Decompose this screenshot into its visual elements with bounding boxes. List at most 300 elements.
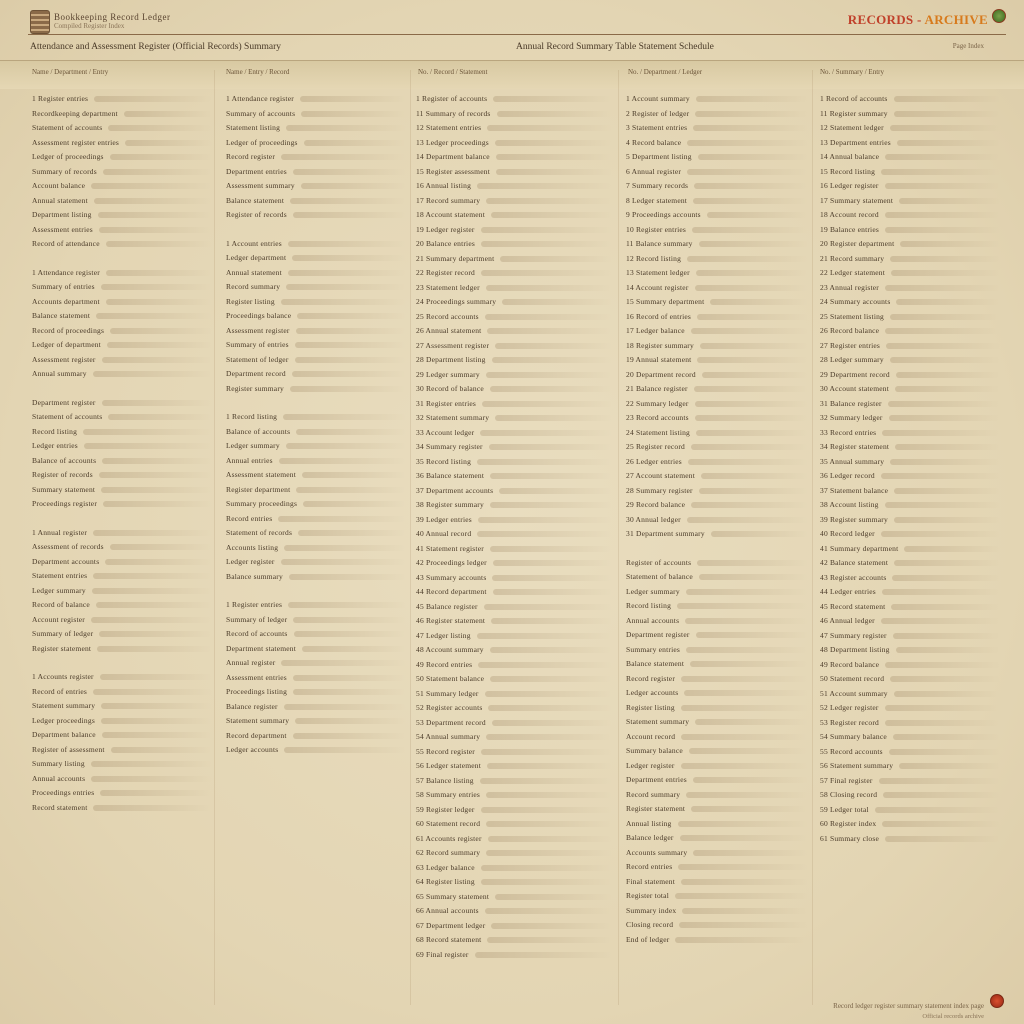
entry-text: Balance statement (226, 195, 285, 205)
entry-text: 24 Proceedings summary (416, 297, 497, 306)
entry-text: 28 Summary register (626, 485, 693, 495)
list-item (416, 759, 612, 774)
entry-text: 47 Ledger listing (416, 630, 471, 640)
list-item (226, 425, 406, 440)
list-item (32, 266, 212, 281)
entry-text: Department entries (226, 166, 287, 176)
list-item (32, 772, 212, 787)
entry-text: Statement of balance (626, 572, 693, 581)
group-spacer (226, 223, 406, 237)
entry-shading (892, 575, 1000, 581)
entry-shading (695, 111, 808, 117)
entry-text: Assessment entries (32, 224, 93, 234)
list-item (226, 526, 406, 541)
list-item (820, 469, 1000, 484)
entry-text: 43 Summary accounts (416, 572, 487, 582)
entry-shading (93, 689, 212, 695)
list-item (32, 223, 212, 238)
entry-text: 30 Account statement (820, 384, 889, 393)
list-item (416, 208, 612, 223)
list-item (820, 324, 1000, 339)
entry-shading (693, 125, 808, 131)
entry-text: 4 Record balance (626, 137, 682, 147)
list-item (626, 310, 808, 325)
list-item (626, 875, 808, 890)
entry-text: 13 Department entries (820, 137, 891, 147)
entry-shading (890, 256, 1000, 262)
list-item (226, 685, 406, 700)
list-item (32, 410, 212, 425)
header-right-label: Page Index (952, 42, 984, 50)
entry-text: 51 Summary ledger (416, 688, 479, 698)
entry-text: 14 Account register (626, 282, 689, 292)
list-item (226, 555, 406, 570)
list-item (226, 454, 406, 469)
entry-text: Balance register (226, 701, 278, 711)
entry-shading (284, 545, 406, 551)
entry-text: 5 Department listing (626, 152, 692, 161)
entry-text: 47 Summary register (820, 630, 887, 640)
entry-text: Annual register (226, 658, 276, 667)
entry-shading (101, 284, 212, 290)
entry-shading (103, 169, 212, 175)
entry-shading (885, 285, 1000, 291)
list-item (416, 875, 612, 890)
entry-shading (124, 111, 212, 117)
entry-text: 17 Ledger balance (626, 326, 685, 335)
entry-shading (688, 459, 808, 465)
list-item (626, 107, 808, 122)
list-item (416, 426, 612, 441)
list-item (32, 338, 212, 353)
list-item (626, 266, 808, 281)
entry-text: Register of records (226, 210, 287, 219)
entry-shading (885, 227, 1000, 233)
entry-text: Record of accounts (226, 629, 288, 638)
list-item (32, 367, 212, 382)
entry-text: Department register (626, 630, 690, 639)
entry-text: 59 Register ledger (416, 804, 475, 814)
entry-shading (477, 531, 612, 537)
entry-shading (896, 647, 1000, 653)
entry-text: 48 Department listing (820, 645, 890, 654)
entry-shading (106, 270, 212, 276)
list-item (626, 788, 808, 803)
list-item (226, 266, 406, 281)
entry-shading (293, 675, 406, 681)
entry-text: 3 Statement entries (626, 123, 688, 132)
list-item (226, 179, 406, 194)
entry-text: 32 Statement summary (416, 413, 490, 422)
list-item (626, 556, 808, 571)
list-item (820, 150, 1000, 165)
list-item (32, 150, 212, 165)
list-item (820, 701, 1000, 716)
list-item (820, 556, 1000, 571)
entry-text: Department balance (32, 730, 96, 739)
entry-text: 59 Ledger total (820, 804, 869, 814)
entry-text: Accounts listing (226, 542, 279, 552)
entry-shading (694, 183, 808, 189)
entry-shading (304, 140, 406, 146)
entry-shading (487, 763, 612, 769)
entry-shading (91, 183, 212, 189)
list-item (626, 513, 808, 528)
entry-shading (696, 270, 808, 276)
entry-text: 11 Summary of records (416, 108, 491, 118)
list-item (416, 310, 612, 325)
list-item (416, 904, 612, 919)
list-item (820, 252, 1000, 267)
entry-text: 40 Annual record (416, 529, 472, 538)
entry-shading (889, 415, 1000, 421)
list-item (626, 686, 808, 701)
entry-shading (101, 487, 212, 493)
column-divider (214, 70, 215, 1005)
entry-shading (495, 343, 612, 349)
entry-shading (702, 372, 808, 378)
entry-text: 20 Department record (626, 369, 696, 379)
entry-text: Register listing (226, 296, 275, 306)
entry-shading (491, 212, 612, 218)
list-item (626, 339, 808, 354)
entry-shading (687, 517, 808, 523)
list-item (416, 295, 612, 310)
entry-text: 15 Record listing (820, 166, 876, 176)
group-spacer (32, 252, 212, 266)
entry-text: Ledger summary (226, 441, 280, 450)
entry-shading (699, 488, 808, 494)
entry-shading (93, 371, 212, 377)
entry-shading (485, 908, 612, 914)
list-item (416, 730, 612, 745)
list-item (226, 541, 406, 556)
entry-shading (297, 313, 406, 319)
entry-shading (286, 284, 406, 290)
entry-text: Department statement (226, 643, 297, 653)
entry-shading (292, 255, 406, 261)
list-item (416, 339, 612, 354)
entry-shading (106, 241, 212, 247)
entry-text: Ledger summary (626, 586, 680, 596)
entry-shading (681, 763, 808, 769)
list-item (820, 788, 1000, 803)
entry-text: 17 Record summary (416, 195, 481, 205)
list-item (32, 786, 212, 801)
entry-text: 62 Record summary (416, 848, 481, 857)
entry-text: 42 Balance statement (820, 558, 889, 567)
seal-icon (992, 9, 1006, 23)
list-item (226, 483, 406, 498)
list-item (32, 121, 212, 136)
entry-shading (92, 588, 212, 594)
entry-shading (685, 618, 808, 624)
entry-text: 36 Ledger record (820, 471, 875, 480)
list-item (32, 598, 212, 613)
group-spacer (626, 542, 808, 556)
list-item (820, 716, 1000, 731)
list-item (32, 714, 212, 729)
entry-text: Assessment summary (226, 181, 295, 190)
list-item (416, 237, 612, 252)
list-item (32, 670, 212, 685)
entry-text: 28 Ledger summary (820, 355, 884, 364)
entry-text: Summary index (626, 905, 677, 915)
entry-text: 1 Account summary (626, 94, 690, 103)
entry-shading (882, 589, 1000, 595)
list-item (820, 687, 1000, 702)
entry-text: 66 Annual accounts (416, 906, 479, 915)
list-item (626, 194, 808, 209)
entry-shading (481, 865, 612, 871)
entry-text: Record entries (226, 513, 273, 523)
entry-shading (686, 792, 808, 798)
entry-text: 56 Ledger statement (416, 761, 482, 770)
entry-shading (894, 560, 1000, 566)
entry-text: 35 Record listing (416, 456, 472, 466)
list-item (416, 890, 612, 905)
entry-text: 34 Summary register (416, 442, 483, 451)
list-item (226, 150, 406, 165)
entry-text: 56 Statement summary (820, 761, 894, 770)
entry-shading (295, 342, 406, 348)
list-item (820, 455, 1000, 470)
entry-shading (696, 430, 808, 436)
header-left-title: Attendance and Assessment Register (Official Records) Summary (30, 42, 281, 52)
entry-shading (496, 169, 612, 175)
column-divider (812, 70, 813, 1005)
entry-shading (481, 227, 612, 233)
entry-shading (298, 530, 406, 536)
list-item (416, 614, 612, 629)
list-item (820, 542, 1000, 557)
list-item (416, 846, 612, 861)
entry-shading (499, 488, 612, 494)
entry-text: 21 Balance register (626, 384, 688, 393)
entry-shading (675, 937, 808, 943)
entry-shading (885, 705, 1000, 711)
list-item (32, 801, 212, 816)
entry-text: 15 Register assessment (416, 166, 490, 176)
entry-text: 1 Attendance register (32, 267, 100, 277)
list-item (32, 584, 212, 599)
entry-shading (707, 212, 808, 218)
list-item (820, 527, 1000, 542)
entry-text: Summary listing (32, 759, 85, 768)
entry-shading (293, 733, 406, 739)
entry-shading (96, 602, 212, 608)
entry-text: 43 Register accounts (820, 572, 887, 582)
entry-shading (493, 560, 612, 566)
entry-text: Department record (226, 369, 286, 378)
entry-text: Register of records (32, 470, 93, 479)
list-item (626, 440, 808, 455)
list-item (226, 353, 406, 368)
entry-text: Ledger proceedings (32, 715, 95, 725)
list-item (416, 817, 612, 832)
column-3 (416, 92, 612, 1002)
list-item (626, 281, 808, 296)
entry-shading (895, 444, 1000, 450)
entry-shading (296, 487, 406, 493)
entry-shading (490, 676, 612, 682)
list-item (226, 295, 406, 310)
list-item (626, 672, 808, 687)
entry-shading (486, 792, 612, 798)
list-item (820, 759, 1000, 774)
entry-text: Summary of entries (32, 282, 95, 291)
entry-shading (697, 314, 808, 320)
entry-text: Annual listing (626, 818, 672, 828)
list-item (416, 948, 612, 963)
entry-shading (486, 198, 612, 204)
entry-shading (885, 328, 1000, 334)
entry-text: 41 Summary department (820, 543, 899, 553)
list-item (820, 368, 1000, 383)
entry-shading (491, 923, 612, 929)
entry-text: 52 Register accounts (416, 703, 483, 712)
list-item (32, 497, 212, 512)
entry-text: Annual accounts (626, 615, 680, 625)
list-item (626, 397, 808, 412)
entry-shading (475, 952, 612, 958)
list-item (416, 861, 612, 876)
entry-text: 16 Annual listing (416, 181, 472, 190)
entry-shading (886, 343, 1000, 349)
entry-shading (681, 879, 808, 885)
entry-text: Ledger of proceedings (226, 137, 298, 147)
list-item (626, 368, 808, 383)
entry-text: 42 Proceedings ledger (416, 558, 487, 567)
entry-shading (94, 198, 212, 204)
entry-text: 52 Ledger register (820, 703, 879, 712)
entry-text: Summary of records (32, 166, 97, 176)
entry-text: 49 Record entries (416, 659, 473, 669)
entry-text: 64 Register listing (416, 877, 475, 886)
entry-text: Proceedings listing (226, 687, 288, 696)
entry-shading (689, 748, 808, 754)
list-item (820, 223, 1000, 238)
entry-shading (488, 836, 612, 842)
list-item (626, 759, 808, 774)
list-item (820, 774, 1000, 789)
entry-shading (890, 676, 1000, 682)
entry-text: 21 Record summary (820, 253, 885, 263)
entry-text: Record of attendance (32, 239, 100, 248)
entry-text: Register of assessment (32, 744, 105, 754)
list-item (32, 309, 212, 324)
entry-shading (694, 386, 808, 392)
entry-text: Statement summary (226, 716, 290, 725)
entry-shading (695, 719, 808, 725)
list-item (416, 600, 612, 615)
entry-shading (495, 415, 612, 421)
entry-shading (102, 732, 212, 738)
entry-text: 35 Annual summary (820, 456, 885, 466)
list-item (626, 599, 808, 614)
list-item (226, 671, 406, 686)
list-item (820, 179, 1000, 194)
list-item (416, 585, 612, 600)
entry-text: Balance ledger (626, 833, 674, 842)
entry-shading (290, 198, 406, 204)
entry-text: Department entries (626, 775, 687, 784)
list-item (820, 165, 1000, 180)
list-item (416, 440, 612, 455)
list-item (32, 165, 212, 180)
list-item (820, 136, 1000, 151)
list-item (32, 685, 212, 700)
list-item (626, 252, 808, 267)
entry-text: Account record (626, 731, 676, 741)
list-item (820, 614, 1000, 629)
entry-text: 54 Annual summary (416, 732, 481, 741)
list-item (820, 397, 1000, 412)
list-item (226, 338, 406, 353)
entry-text: Ledger accounts (626, 688, 679, 697)
list-item (626, 831, 808, 846)
entry-text: 46 Annual ledger (820, 616, 875, 625)
header-divider (28, 34, 1006, 35)
list-item (32, 280, 212, 295)
entry-text: 1 Register entries (226, 600, 283, 609)
list-item (226, 382, 406, 397)
entry-shading (687, 140, 808, 146)
list-item (416, 484, 612, 499)
entry-shading (691, 806, 808, 812)
entry-text: Register department (226, 484, 291, 494)
entry-shading (890, 357, 1000, 363)
list-item (626, 136, 808, 151)
list-item (226, 367, 406, 382)
entry-shading (500, 256, 612, 262)
entry-text: 16 Ledger register (820, 181, 879, 190)
list-item (626, 237, 808, 252)
list-item (626, 933, 808, 948)
brand-wordmark: RECORDS - ARCHIVE (847, 12, 988, 27)
entry-text: 7 Summary records (626, 181, 689, 190)
entry-shading (111, 747, 212, 753)
entry-shading (881, 618, 1000, 624)
group-spacer (226, 584, 406, 598)
entry-text: 69 Final register (416, 949, 469, 959)
list-item (416, 513, 612, 528)
entry-text: Account balance (32, 181, 86, 190)
entry-text: 26 Record balance (820, 326, 880, 335)
entry-text: 53 Department record (416, 717, 486, 727)
entry-shading (286, 443, 406, 449)
entry-text: 22 Summary ledger (626, 398, 689, 408)
entry-text: End of ledger (626, 934, 670, 944)
list-item (32, 569, 212, 584)
entry-text: 60 Register index (820, 819, 877, 828)
entry-text: 1 Attendance register (226, 94, 294, 103)
entry-shading (889, 749, 1000, 755)
entry-shading (293, 689, 406, 695)
entry-text: 33 Record entries (820, 427, 877, 437)
entry-shading (679, 922, 808, 928)
list-item (626, 846, 808, 861)
masthead-subtitle: Compiled Register Index (54, 22, 125, 30)
entry-shading (881, 531, 1000, 537)
list-item (416, 179, 612, 194)
entry-shading (281, 660, 406, 666)
list-item (626, 904, 808, 919)
entry-text: 1 Register of accounts (416, 94, 488, 103)
list-item (820, 194, 1000, 209)
entry-text: 34 Register statement (820, 442, 890, 451)
entry-text: 28 Department listing (416, 355, 486, 364)
